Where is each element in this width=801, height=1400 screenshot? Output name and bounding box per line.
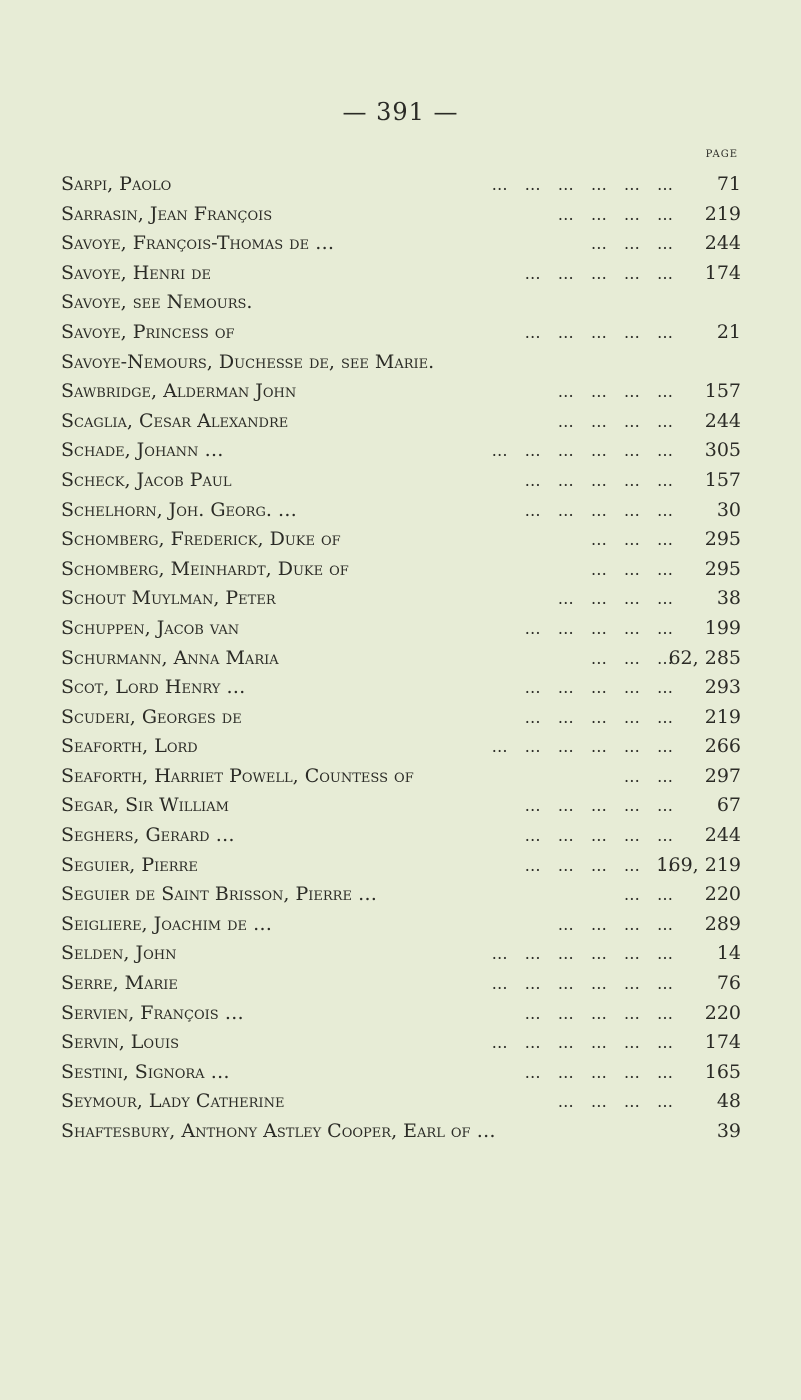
index-entry: [61, 229, 741, 259]
entry-leader-dots: … … … … …: [524, 618, 679, 638]
entry-leader-dots: … … … …: [557, 411, 679, 431]
entry-page-numbers: 38: [716, 587, 741, 610]
index-entry: [61, 939, 741, 969]
index-entry: [61, 348, 741, 378]
index-entry: [61, 910, 741, 940]
entry-leader-dots: … … … … … …: [491, 737, 679, 757]
entry-page-numbers: 30: [716, 498, 741, 521]
entry-name: Servien, François …: [61, 1001, 244, 1024]
index-entry: [61, 1058, 741, 1088]
entry-name: Serre, Marie: [61, 972, 178, 995]
entry-page-numbers: 297: [704, 764, 741, 787]
entry-leader-dots: … … … … … …: [491, 1033, 679, 1053]
entry-leader-dots: … … … …: [557, 914, 679, 934]
index-entry: [61, 170, 741, 200]
entry-name: Schelhorn, Joh. Georg. …: [61, 498, 297, 521]
entry-page-numbers: 295: [704, 528, 741, 551]
entry-page-numbers: 305: [704, 439, 741, 462]
index-entry: [61, 584, 741, 614]
entry-name: Sarpi, Paolo: [61, 173, 172, 195]
entry-page-numbers: 71: [716, 173, 741, 195]
entry-leader-dots: … … … … …: [524, 322, 679, 342]
entry-leader-dots: … … … … … …: [491, 175, 679, 194]
entry-leader-dots: … … … … …: [524, 678, 679, 698]
entry-name: Savoye, Princess of: [61, 320, 235, 343]
entry-page-numbers: 67: [716, 794, 741, 817]
entry-leader-dots: … … … … …: [524, 500, 679, 520]
index-entry: [61, 644, 741, 674]
entry-page-numbers: 293: [704, 676, 741, 699]
entry-page-numbers: 220: [704, 883, 741, 906]
entry-leader-dots: … … … …: [557, 204, 679, 224]
entry-leader-dots: … … … … …: [524, 470, 679, 490]
index-entry: [61, 525, 741, 555]
entry-name: Seigliere, Joachim de …: [61, 912, 273, 935]
entry-page-numbers: 165: [704, 1060, 741, 1083]
entry-page-numbers: 21: [716, 320, 741, 343]
entry-leader-dots: … … … … …: [524, 855, 679, 875]
entry-name: Seghers, Gerard …: [61, 824, 235, 847]
entry-name: Schuppen, Jacob van: [61, 616, 240, 639]
index-entry: [61, 407, 741, 437]
entry-page-numbers: 199: [704, 616, 741, 639]
entry-leader-dots: … … … … …: [524, 796, 679, 816]
entry-name: Scuderi, Georges de: [61, 705, 242, 728]
index-entry-list: [61, 170, 741, 1147]
entry-name: Savoye, François-Thomas de …: [61, 232, 335, 255]
entry-page-numbers: 174: [704, 261, 741, 284]
entry-name: Schout Muylman, Peter: [61, 587, 276, 610]
index-entry: [61, 732, 741, 762]
entry-leader-dots: … … … … … …: [491, 441, 679, 461]
entry-leader-dots: … …: [623, 766, 679, 786]
entry-page-numbers: 169, 219: [656, 853, 741, 876]
entry-page-numbers: 244: [704, 824, 741, 847]
entry-leader-dots: … … … …: [557, 1092, 679, 1112]
index-entry: [61, 377, 741, 407]
entry-leader-dots: … … …: [590, 559, 679, 579]
entry-leader-dots: … … … … …: [524, 263, 679, 283]
entry-page-numbers: 62, 285: [668, 646, 741, 669]
entry-leader-dots: … …: [623, 885, 679, 905]
entry-name: Schade, Johann …: [61, 439, 224, 462]
entry-name: Savoye, Henri de: [61, 261, 212, 284]
entry-page-numbers: 76: [716, 972, 741, 995]
entry-name: Schomberg, Meinhardt, Duke of: [61, 557, 349, 580]
index-entry: [61, 703, 741, 733]
entry-page-numbers: 244: [704, 409, 741, 432]
entry-name: Sarrasin, Jean François: [61, 202, 273, 225]
entry-page-numbers: 244: [704, 232, 741, 255]
entry-name: Seymour, Lady Catherine: [61, 1090, 285, 1113]
entry-page-numbers: 289: [704, 912, 741, 935]
entry-leader-dots: … … …: [590, 530, 679, 550]
index-entry: [61, 436, 741, 466]
entry-leader-dots: … … … … …: [524, 1003, 679, 1023]
index-entry: [61, 880, 741, 910]
entry-name: Shaftesbury, Anthony Astley Cooper, Earl of …: [61, 1120, 496, 1142]
entry-name: Seguier, Pierre: [61, 853, 198, 876]
index-entry: [61, 762, 741, 792]
index-entry: [61, 1028, 741, 1058]
index-entry: [61, 259, 741, 289]
entry-leader-dots: … … … … …: [524, 1062, 679, 1082]
entry-name: Seaforth, Harriet Powell, Countess of: [61, 764, 414, 787]
entry-leader-dots: … … … … …: [524, 707, 679, 727]
entry-leader-dots: … … … … … …: [491, 944, 679, 964]
page-number: — 391 —: [342, 98, 459, 126]
index-entry: [61, 969, 741, 999]
entry-name: Schurmann, Anna Maria: [61, 646, 279, 669]
index-entry: [61, 318, 741, 348]
entry-leader-dots: … … …: [590, 648, 679, 668]
entry-page-numbers: 295: [704, 557, 741, 580]
index-entry: [61, 466, 741, 496]
index-entry: [61, 288, 741, 318]
index-entry: [61, 821, 741, 851]
entry-page-numbers: 157: [704, 380, 741, 403]
entry-page-numbers: 219: [704, 202, 741, 225]
entry-page-numbers: 174: [704, 1031, 741, 1054]
entry-name: Scot, Lord Henry …: [61, 676, 246, 699]
entry-leader-dots: … … … …: [557, 382, 679, 402]
entry-name: Selden, John: [61, 942, 177, 965]
entry-name: Savoye-Nemours, Duchesse de, see Marie.: [61, 350, 435, 373]
index-entry: [61, 1087, 741, 1117]
index-entry: [61, 791, 741, 821]
index-entry: [61, 555, 741, 585]
entry-page-numbers: 219: [704, 705, 741, 728]
entry-name: Segar, Sir William: [61, 794, 229, 817]
entry-page-numbers: 157: [704, 468, 741, 491]
index-entry: [61, 614, 741, 644]
index-entry: [61, 1117, 741, 1147]
index-entry: [61, 200, 741, 230]
index-entry: [61, 673, 741, 703]
index-entry: [61, 999, 741, 1029]
entry-page-numbers: 266: [704, 735, 741, 758]
entry-name: Seaforth, Lord: [61, 735, 198, 758]
entry-page-numbers: 39: [716, 1120, 741, 1142]
index-entry: [61, 851, 741, 881]
index-entry: [61, 496, 741, 526]
entry-leader-dots: … … … …: [557, 589, 679, 609]
entry-page-numbers: 48: [716, 1090, 741, 1113]
page-column-label: PAGE: [705, 149, 738, 160]
entry-name: Sawbridge, Alderman John: [61, 380, 297, 403]
entry-leader-dots: … … … … …: [524, 826, 679, 846]
entry-page-numbers: 220: [704, 1001, 741, 1024]
entry-name: Scaglia, Cesar Alexandre: [61, 409, 289, 432]
entry-leader-dots: … … …: [590, 234, 679, 254]
entry-leader-dots: … … … … … …: [491, 974, 679, 994]
entry-name: Savoye, see Nemours.: [61, 291, 253, 314]
entry-name: Servin, Louis: [61, 1031, 180, 1054]
entry-name: Seguier de Saint Brisson, Pierre …: [61, 883, 377, 906]
entry-name: Scheck, Jacob Paul: [61, 468, 232, 491]
entry-name: Sestini, Signora …: [61, 1060, 230, 1083]
entry-page-numbers: 14: [716, 942, 741, 965]
entry-name: Schomberg, Frederick, Duke of: [61, 528, 341, 551]
